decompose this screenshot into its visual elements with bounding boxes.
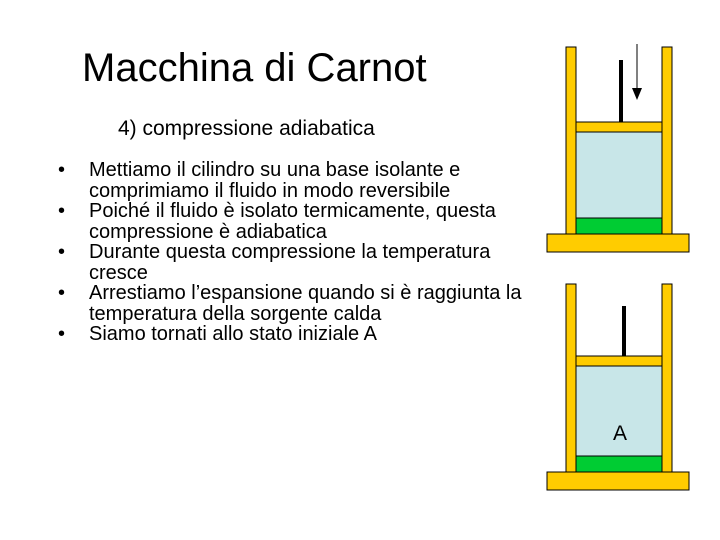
slide-title: Macchina di Carnot (82, 46, 427, 90)
bullet-dot: • (58, 282, 66, 304)
down-arrow-icon (632, 88, 642, 100)
bullet-dot: • (58, 159, 66, 181)
insulating-base (547, 472, 689, 490)
cylinder-wall-left (566, 47, 576, 234)
insulating-base (547, 234, 689, 252)
cylinder-wall-left (566, 284, 576, 472)
bullet-text: Poiché il fluido è isolato termicamente, questa compressione è adiabatica (89, 200, 496, 243)
bullet-dot: • (58, 323, 66, 345)
cylinder-state-a (547, 284, 689, 490)
bullet-text: Siamo tornati allo stato iniziale A (89, 323, 377, 345)
cylinder-wall-right (662, 284, 672, 472)
piston (576, 356, 662, 366)
bullet-dot: • (58, 200, 66, 222)
state-label: A (612, 422, 628, 445)
green-layer (576, 218, 662, 234)
bullet-text: Durante questa compressione la temperatura cresce (89, 241, 491, 284)
bullet-text: Mettiamo il cilindro su una base isolante e comprimiamo il fluido in modo reversibile (89, 159, 461, 202)
piston (576, 122, 662, 132)
bullet-dot: • (58, 241, 66, 263)
green-layer (576, 456, 662, 472)
cylinder-compression (547, 44, 689, 252)
bullet-text: Arrestiamo l’espansione quando si è raggiunta la temperatura della sorgente calda (89, 282, 522, 325)
cylinder-wall-right (662, 47, 672, 234)
slide-subtitle: 4) compressione adiabatica (118, 117, 375, 140)
gas-volume (576, 132, 662, 218)
